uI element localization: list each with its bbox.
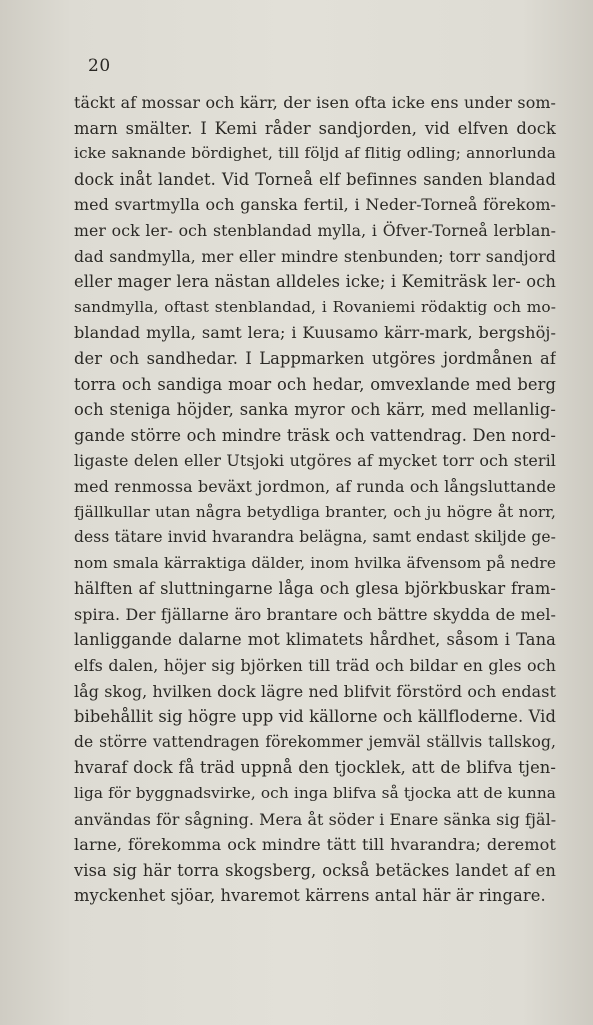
text-line: gande större och mindre träsk och vattendrag. Den nord- <box>74 425 556 445</box>
text-line: der och sandhedar. I Lappmarken utgöres jordmånen af <box>74 348 556 368</box>
text-line: de större vattendragen förekommer jemväl ställvis tallskog, <box>74 732 556 751</box>
body-text <box>74 90 556 909</box>
text-line: med svartmylla och ganska fertil, i Neder-Torneå förekom- <box>74 195 556 215</box>
text-line: nom smala kärraktiga dälder, inom hvilka äfvensom på nedre <box>74 553 556 572</box>
text-line: dess tätare invid hvarandra belägna, samt endast skiljde ge- <box>74 528 556 547</box>
text-line: täckt af mossar och kärr, der isen ofta icke ens under som- <box>74 93 556 112</box>
text-line: liga för byggnadsvirke, och inga blifva så tjocka att de kunna <box>74 784 556 803</box>
page-number: 20 <box>88 56 111 76</box>
text-line: visa sig här torra skogsberg, också betäckes landet af en <box>74 860 556 880</box>
text-line: hälften af sluttningarne låga och glesa björkbuskar fram- <box>74 579 556 599</box>
text-line: lanliggande dalarne mot klimatets hårdhet, såsom i Tana <box>74 630 556 650</box>
text-line: med renmossa beväxt jordmon, af runda och långsluttande <box>74 476 556 496</box>
text-line: användas för sågning. Mera åt söder i Enare sänka sig fjäl- <box>74 809 556 829</box>
text-line: låg skog, hvilken dock lägre ned blifvit förstörd och endast <box>74 681 556 701</box>
text-line: torra och sandiga moar och hedar, omvexlande med berg <box>74 374 556 394</box>
text-line: spira. Der fjällarne äro brantare och bättre skydda de mel- <box>74 604 556 624</box>
text-line: eller mager lera nästan alldeles icke; i Kemiträsk ler- och <box>74 272 556 292</box>
text-line: myckenhet sjöar, hvaremot kärrens antal här är ringare. <box>74 886 546 906</box>
text-line: fjällkullar utan några betydliga branter, och ju högre åt norr, <box>74 502 556 521</box>
text-line: ligaste delen eller Utsjoki utgöres af mycket torr och steril <box>74 451 556 471</box>
text-line: bibehållit sig högre upp vid källorne och källfloderne. Vid <box>74 707 556 727</box>
text-line: blandad mylla, samt lera; i Kuusamo kärr-mark, bergshöj- <box>74 323 556 343</box>
text-line: marn smälter. I Kemi råder sandjorden, vid elfven dock <box>74 118 556 138</box>
text-line: icke saknande bördighet, till följd af flitig odling; annorlunda <box>74 144 556 163</box>
text-line: mer ock ler- och stenblandad mylla, i Öfver-Torneå lerblan- <box>74 220 556 240</box>
text-line: larne, förekomma ock mindre tätt till hvarandra; deremot <box>74 835 556 855</box>
text-line: dock inåt landet. Vid Torneå elf befinnes sanden blandad <box>74 169 556 189</box>
text-line: sandmylla, oftast stenblandad, i Rovaniemi rödaktig och mo- <box>74 297 556 316</box>
text-line: hvaraf dock få träd uppnå den tjocklek, att de blifva tjen- <box>74 758 556 778</box>
text-line: och steniga höjder, sanka myror och kärr, med mellanlig- <box>74 400 556 420</box>
text-line: elfs dalen, höjer sig björken till träd och bildar en gles och <box>74 656 556 676</box>
text-line: dad sandmylla, mer eller mindre stenbunden; torr sandjord <box>74 246 556 266</box>
